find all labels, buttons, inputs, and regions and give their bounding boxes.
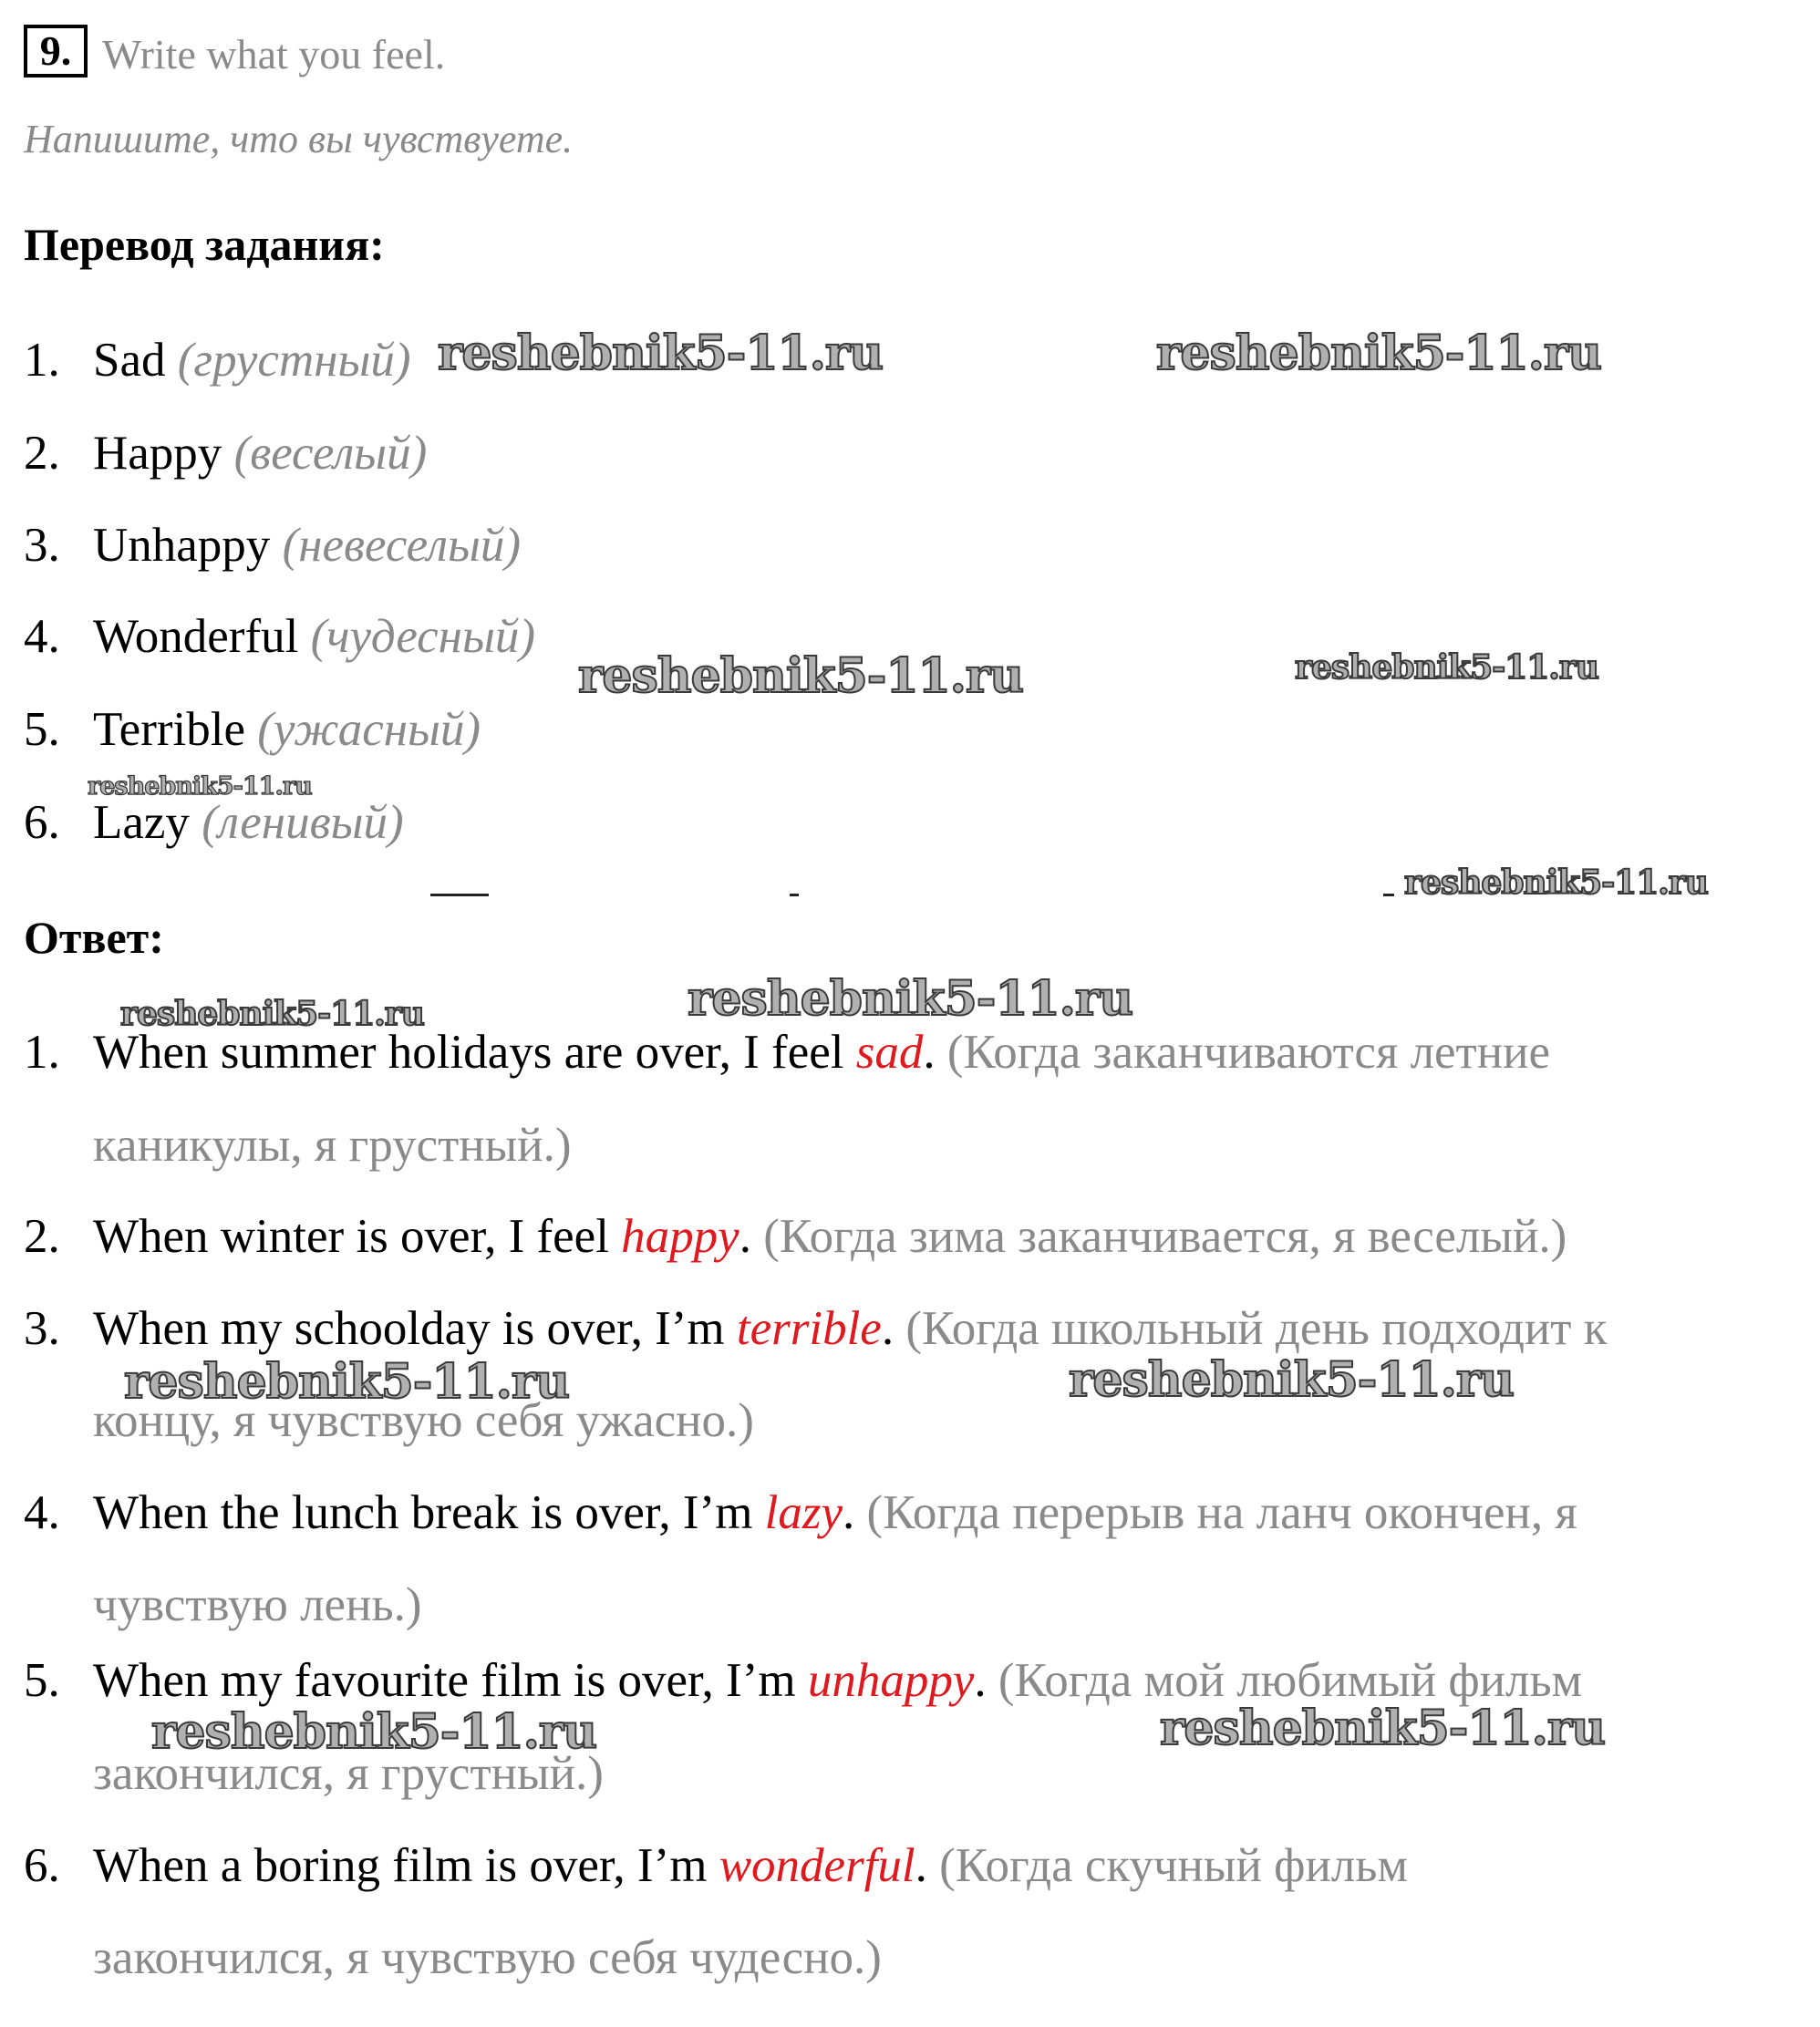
answer-punctuation: . [923,1026,947,1079]
answer-punctuation: . [739,1210,764,1263]
answer-translation: (Когда скучный фильм [939,1839,1408,1892]
answer-line [93,1836,1408,1895]
answer-word: wonderful [719,1839,915,1892]
answer-number: 6. [24,1839,60,1892]
watermark-text: reshebnik5-11.ru [688,971,1133,1027]
answer-translation: (Когда мой любимый фильм [998,1654,1583,1707]
watermark-text: reshebnik5-11.ru [438,326,884,381]
translation-number: 5. [24,703,60,756]
divider-mark [430,894,489,896]
russian-translation: (чудесный) [310,610,536,663]
answer-sentence: When the lunch break is over, I’m [93,1486,765,1539]
russian-translation: (невеселый) [282,519,522,572]
answer-translation: (Когда зима заканчивается, я веселый.) [763,1210,1567,1263]
answer-sentence: When my favourite film is over, I’m [93,1654,808,1707]
translation-item [93,607,535,666]
english-word: Lazy [93,796,190,849]
translation-number: 6. [24,796,60,849]
answer-sentence: When summer holidays are over, I feel [93,1026,856,1079]
answer-line [93,1299,1607,1358]
answer-word: terrible [736,1302,882,1355]
translation-number: 1. [24,334,60,387]
translation-number: 3. [24,519,60,572]
answer-translation-continued: концу, я чувствую себя ужасно.) [93,1394,754,1447]
answer-translation: (Когда перерыв на ланч окончен, я [866,1486,1577,1539]
translation-number: 4. [24,610,60,663]
watermark-text: reshebnik5-11.ru [120,995,424,1033]
watermark-text: reshebnik5-11.ru [1156,326,1602,381]
answer-translation: (Когда школьный день подходит к [905,1302,1608,1355]
answer-word: sad [855,1026,924,1079]
watermark-text: reshebnik5-11.ru [1295,648,1598,687]
answer-word: lazy [764,1486,843,1539]
watermark-text: reshebnik5-11.ru [151,1704,597,1760]
answer-line [93,1484,1577,1542]
russian-translation: (грустный) [177,334,411,387]
translation-number: 2. [24,427,60,480]
divider-mark [1383,894,1394,896]
russian-translation: (ленивый) [202,796,404,849]
watermark-text: reshebnik5-11.ru [88,772,312,801]
english-word: Unhappy [93,519,271,572]
answer-punctuation: . [974,1654,998,1707]
russian-translation: (веселый) [233,427,428,480]
answer-word: unhappy [807,1654,975,1707]
answer-translation: (Когда заканчиваются летние [946,1026,1550,1079]
translation-item [93,331,411,389]
english-word: Terrible [93,703,245,756]
answer-number: 2. [24,1210,60,1263]
task-title: Write what you feel. [102,31,446,78]
answer-sentence: When winter is over, I feel [93,1210,622,1263]
translation-item [93,700,481,759]
task-subtitle: Напишите, что вы чувствуете. [24,117,574,161]
watermark-text: reshebnik5-11.ru [1404,864,1708,902]
answer-punctuation: . [843,1486,867,1539]
translation-item [93,793,404,852]
answer-translation-continued: каникулы, я грустный.) [93,1119,572,1172]
watermark-text: reshebnik5-11.ru [1069,1352,1515,1408]
answer-number: 5. [24,1654,60,1707]
english-word: Sad [93,334,166,387]
watermark-text: reshebnik5-11.ru [124,1354,570,1410]
answer-number: 3. [24,1302,60,1355]
answer-translation-continued: закончился, я грустный.) [93,1747,604,1800]
answer-word: happy [621,1210,739,1263]
english-word: Happy [93,427,222,480]
answer-number: 4. [24,1486,60,1539]
watermark-text: reshebnik5-11.ru [1160,1701,1606,1756]
answer-sentence: When my schoolday is over, I’m [93,1302,737,1355]
answer-punctuation: . [881,1302,906,1355]
translation-item [93,424,427,482]
divider-mark [790,894,799,896]
answer-punctuation: . [915,1839,940,1892]
english-word: Wonderful [93,610,299,663]
translation-heading: Перевод задания: [24,219,385,270]
answer-sentence: When a boring film is over, I’m [93,1839,719,1892]
watermark-text: reshebnik5-11.ru [578,648,1024,704]
task-number: 9. [24,25,88,78]
answer-translation-continued: закончился, я чувствую себя чудесно.) [93,1931,882,1984]
answer-translation-continued: чувствую лень.) [93,1578,422,1631]
translation-item [93,516,521,574]
answer-number: 1. [24,1026,60,1079]
answer-line [93,1207,1567,1266]
answer-heading: Ответ: [24,912,164,963]
russian-translation: (ужасный) [257,703,481,756]
